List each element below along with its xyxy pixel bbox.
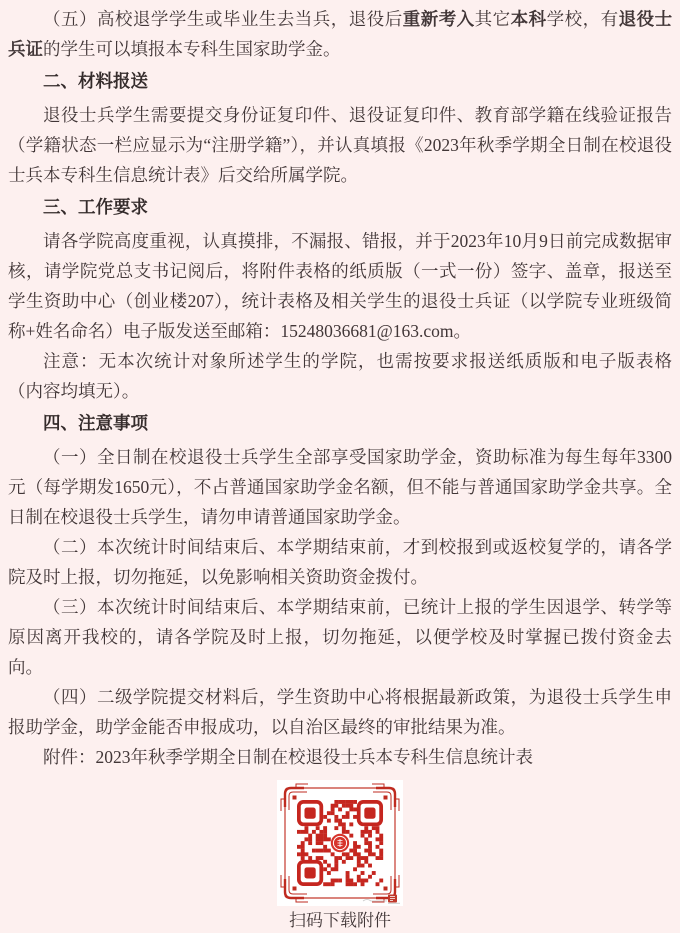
- paragraph-work-requirements: 请各学院高度重视，认真摸排，不漏报、错报，并于2023年10月9日前完成数据审核，请学院党总支书记阅后，将附件表格的纸质版（一式一份）签字、盖章，报送至学生资助中心（创业楼207），统计表格及相关学生的退役士兵证（以学院专业班级简称+姓名命名）电子版发送至邮箱：15248036681@163.com。: [8, 231, 672, 341]
- qr-watermark-logo: [361, 894, 401, 904]
- paragraph-text: 学校，有: [546, 9, 619, 29]
- heading-work-requirements: 三、工作要求: [43, 197, 148, 217]
- paragraph-text: 其它: [474, 9, 511, 29]
- qr-code-image: [277, 780, 403, 906]
- paragraph-item-2: （二）本次统计时间结束后、本学期结束前，才到校报到或返校复学的，请各学院及时上报，切勿拖延，以免影响相关资助资金拨付。: [8, 537, 672, 587]
- paragraph-item-5: [8, 4, 672, 64]
- qr-section: [8, 780, 672, 933]
- bold-text-veteran-cert: 退役士兵证: [8, 9, 673, 59]
- qr-caption: 扫码下载附件: [289, 911, 391, 930]
- qr-code: [277, 780, 403, 906]
- paragraph-materials: 退役士兵学生需要提交身份证复印件、退役证复印件、教育部学籍在线验证报告（学籍状态一栏应显示为“注册学籍”），并认真填报《2023年秋季学期全日制在校退役士兵本专科生信息统计表》后交给所属学院。: [8, 105, 672, 185]
- heading-materials-submission: 二、材料报送: [43, 71, 148, 91]
- paragraph-text: 的学生可以填报本专科生国家助学金。: [43, 39, 341, 59]
- paragraph-item-3: （三）本次统计时间结束后、本学期结束前，已统计上报的学生因退学、转学等原因离开我校的，请各学院及时上报，切勿拖延，以便学校及时掌握已拨付资金去向。: [8, 597, 672, 677]
- bold-text-reexam: 重新考入: [402, 9, 475, 29]
- paragraph-item-1: （一）全日制在校退役士兵学生全部享受国家助学金，资助标准为每生每年3300元（每学期发1650元），不占普通国家助学金名额，但不能与普通国家助学金共享。全日制在校退役士兵学生，请勿申请普通国家助学金。: [8, 447, 672, 527]
- paragraph-note: 注意：无本次统计对象所述学生的学院，也需按要求报送纸质版和电子版表格（内容均填无）。: [8, 351, 672, 401]
- paragraph-item-4: （四）二级学院提交材料后，学生资助中心将根据最新政策，为退役士兵学生申报助学金，助学金能否申报成功，以自治区最终的审批结果为准。: [8, 687, 672, 737]
- paragraph-attachment: 附件：2023年秋季学期全日制在校退役士兵本专科生信息统计表: [43, 747, 533, 767]
- paragraph-text: （五）高校退学学生或毕业生去当兵，退役后: [43, 9, 403, 29]
- heading-precautions: 四、注意事项: [43, 413, 148, 433]
- bold-text-undergrad: 本科: [510, 9, 547, 29]
